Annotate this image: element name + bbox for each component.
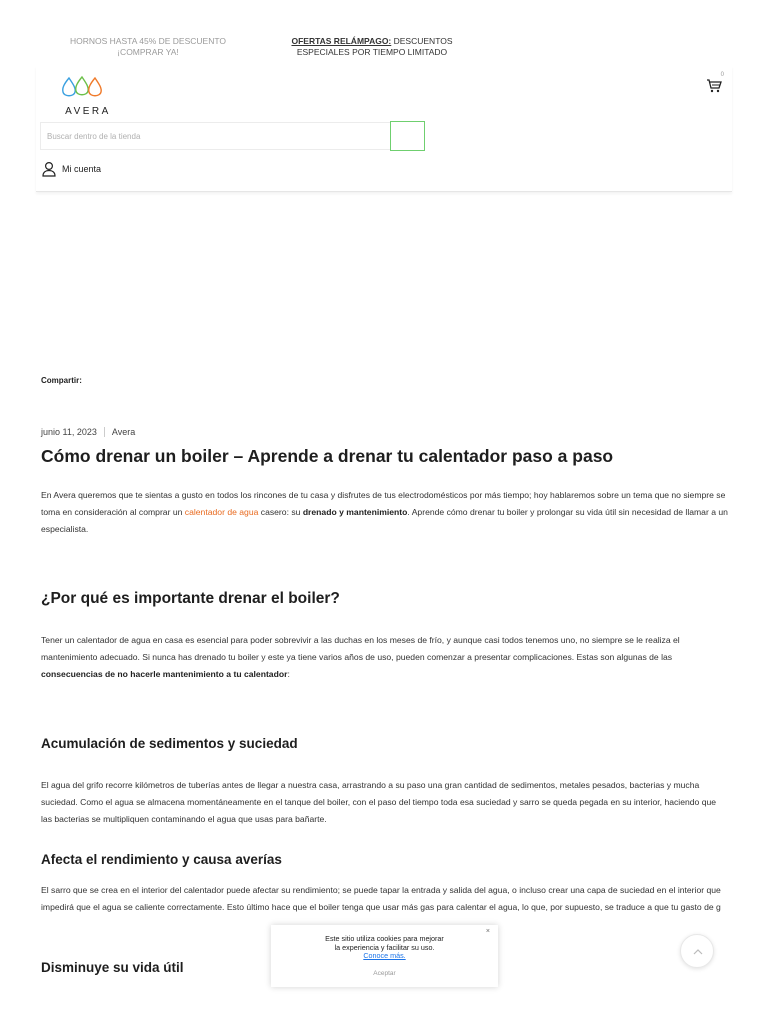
section1-text-b: :	[287, 668, 290, 679]
share-label: Compartir:	[41, 376, 82, 385]
site-header	[36, 66, 732, 192]
avera-logo-icon[interactable]	[60, 74, 104, 100]
meta-divider	[104, 427, 105, 437]
brand-name: AVERA	[65, 106, 111, 117]
post-meta	[41, 427, 135, 437]
intro-text-c: . Aprende cómo drenar tu boiler y prolongar su vida útil sin necesidad de llamar a un especialista.	[41, 506, 728, 534]
water-heater-link[interactable]: calentador de agua	[184, 506, 259, 517]
promo-ovens[interactable]	[48, 36, 248, 58]
performance-text: El sarro que se crea en el interior del calentador puede afectar su rendimiento; se puede tapar la entrada y salida del agua, o incluso crear una capa de suciedad en el interior que impedirá que el agua se caliente correctamente. Esto último hace que el boiler tenga que usar más gas para calentar el agua, lo que, por supuesto, se traduce a que tu gasto de g	[41, 885, 721, 912]
sediments-text: El agua del grifo recorre kilómetros de tuberías antes de llegar a nuestra casa, arrastrando a su paso una gran cantidad de sedimentos, metales pesados, bacterias y mucha suciedad. Como el agua se almacena momentáneamente en el tanque del boiler, con el paso del tiempo toda esa suciedad y sarro se queda pegada en su interior, haciendo que las bacterias se multipliquen contaminando el agua que usas para bañarte.	[41, 780, 717, 824]
post-date: junio 11, 2023	[41, 427, 97, 437]
cookie-text-line1: Este sitio utiliza cookies para mejorar	[325, 934, 444, 943]
user-icon	[42, 161, 56, 177]
section1-text-a: Tener un calentador de agua en casa es esencial para poder sobrevivir a las duchas en los meses de frío, y aunque casi todos tenemos uno, no siempre se le realiza el mantenimiento adecuado. Si nunca has drenado tu boiler y este ya tiene varios años de uso, pueden comenzar a presentar complicaciones. Estas son algunas de las	[41, 635, 680, 662]
cookie-learn-more-link[interactable]: Conoce más.	[363, 951, 406, 960]
post-author[interactable]: Avera	[111, 427, 136, 437]
cart-count: 0	[720, 72, 724, 78]
cookie-text-line2: la experiencia y facilitar su uso.	[334, 942, 435, 952]
search-input[interactable]	[40, 122, 390, 150]
section-importance-text	[41, 632, 729, 682]
promo-ovens-line2: ¡COMPRAR YA!	[117, 47, 179, 57]
promo-ovens-line1: HORNOS HASTA 45% DE DESCUENTO	[69, 36, 227, 46]
post-intro	[41, 487, 729, 537]
intro-text-a: En Avera queremos que te sientas a gusto en todos los rincones de tu casa y disfrutes de tus electrodomésticos por más tiempo; hoy hablaremos sobre un tema que no siempre se toma en consideración al comprar un	[41, 490, 726, 517]
cart-icon[interactable]	[706, 76, 722, 94]
cookie-text	[291, 935, 478, 961]
subheading-lifespan: Disminuye su vida útil	[41, 960, 184, 975]
search-button[interactable]	[390, 121, 425, 151]
intro-text-b: casero: su	[258, 506, 303, 517]
subheading-performance: Afecta el rendimiento y causa averías	[41, 852, 282, 867]
intro-bold: drenado y mantenimiento	[302, 506, 408, 517]
subheading-sediments: Acumulación de sedimentos y suciedad	[41, 736, 298, 751]
cookie-banner	[271, 925, 498, 987]
section1-bold: consecuencias de no hacerle mantenimiento a tu calentador	[41, 668, 288, 679]
section-heading-importance: ¿Por qué es importante drenar el boiler?	[41, 590, 340, 607]
promo-flash-rest: DESCUENTOS	[391, 36, 453, 46]
cookie-close-icon[interactable]: ×	[485, 928, 490, 935]
promo-flash-line2: ESPECIALES POR TIEMPO LIMITADO	[296, 47, 448, 57]
my-account-label: Mi cuenta	[62, 164, 102, 174]
post-title: Cómo drenar un boiler – Aprende a drenar tu calentador paso a paso	[41, 446, 614, 466]
promo-flash-offers[interactable]	[272, 36, 472, 58]
chevron-up-icon	[681, 935, 715, 969]
promo-flash-title[interactable]: OFERTAS RELÁMPAGO:	[291, 36, 392, 46]
promo-bar	[0, 36, 768, 64]
my-account-link[interactable]	[42, 161, 101, 177]
cookie-accept-button[interactable]: Aceptar	[373, 970, 396, 977]
scroll-top-button[interactable]	[680, 934, 714, 968]
